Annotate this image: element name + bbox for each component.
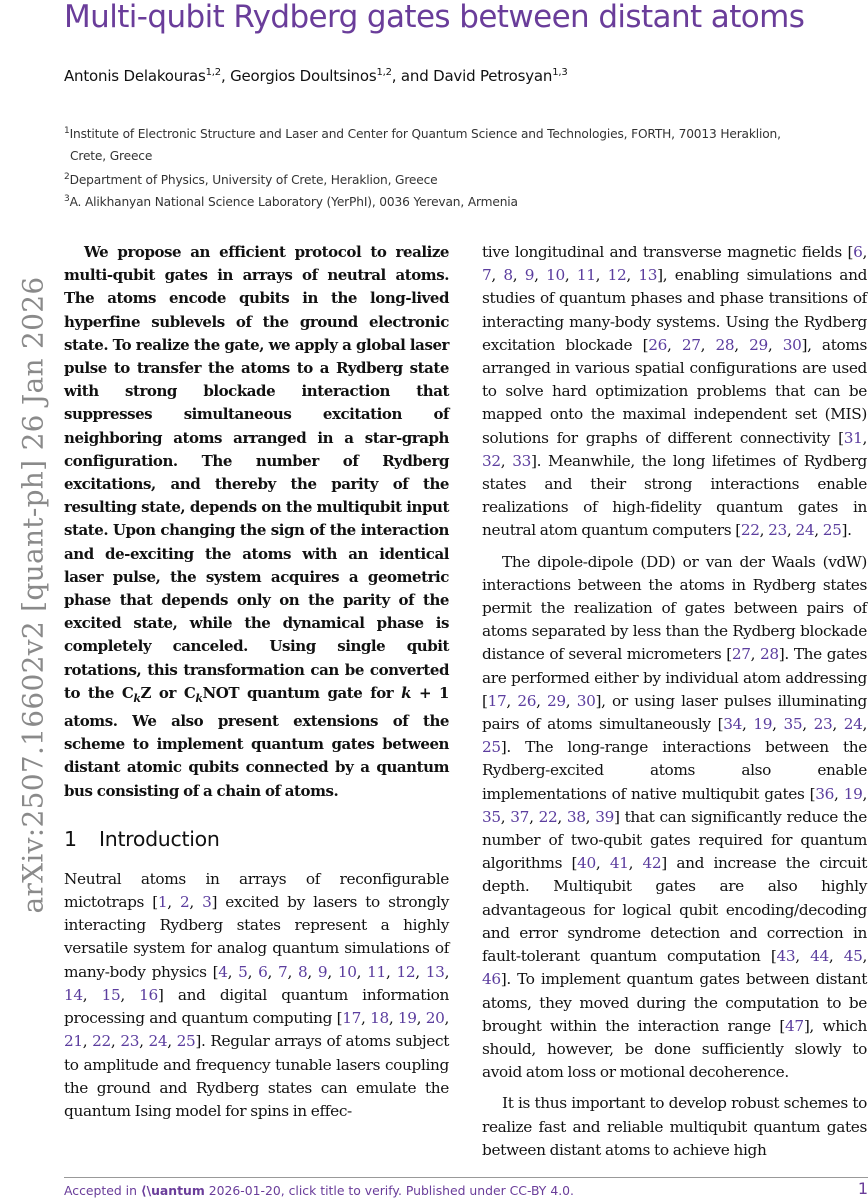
citation-link[interactable]: 29 xyxy=(749,335,768,354)
citation-link[interactable]: 24 xyxy=(795,521,815,540)
citation-link[interactable]: 35 xyxy=(482,807,501,826)
affiliation-2: $^2$Department of Physics, University of Crete, Heraklion, Greece xyxy=(64,172,438,187)
intro-paragraph-3: It is thus important to develop robust schemes to realize fast and reliable multiqubit quantum gates between distant atoms to achieve high xyxy=(482,1094,867,1159)
citation-link[interactable]: 22 xyxy=(740,521,760,540)
citation-link[interactable]: 29 xyxy=(547,691,566,710)
page-number: 1 xyxy=(857,1179,868,1198)
citation-link[interactable]: 42 xyxy=(642,854,662,873)
abstract-text: We propose an efficient protocol to realize multi-qubit gates in arrays of neutral atoms. The atoms encode qubits in the long-lived hyperfine sublevels of the ground electronic state. To realize the gate, we apply a global laser pulse to transfer the atoms to a Rydberg state with strong blockade interaction that suppresses simultaneous excitation of neighboring atoms arranged in a star-graph configuration. The number of Rydberg excitations, and thereby the parity of the resulting state, depends on the multiqubit input state. Upon changing the sign of the interaction and de-exciting the atoms with an identical laser pulse, the system acquires a geometric phase that depends only on the parity of the excited state, while the dynamical phase is completely canceled. Using single qubit rotations, this transformation can be converted to the $C_kZ$ or $C_kNOT$ quantum gate for k + 1 atoms. We also present extensions of the scheme to implement quantum gates between distant atomic qubits connected by a quantum bus consisting of a chain of atoms. xyxy=(64,243,449,800)
citation-link[interactable]: 2 xyxy=(179,893,190,912)
citation-link[interactable]: 12 xyxy=(396,962,416,981)
citation-link[interactable]: 7 xyxy=(482,266,492,285)
citation-link[interactable]: 8 xyxy=(503,266,513,285)
author-list xyxy=(64,66,854,86)
abstract xyxy=(64,241,449,803)
left-column xyxy=(64,241,449,1123)
citation-link[interactable]: 45 xyxy=(843,947,863,966)
citation-link[interactable]: 26 xyxy=(648,335,667,354)
citation-link[interactable]: 25 xyxy=(176,1032,196,1051)
citation-link[interactable]: 31 xyxy=(843,428,863,447)
citation-link[interactable]: 19 xyxy=(753,715,773,734)
citation-link[interactable]: 46 xyxy=(482,970,501,989)
author-1: Antonis Delakouras$^{1,2}$, xyxy=(64,67,231,85)
citation-link[interactable]: 3 xyxy=(202,893,212,912)
citation-link[interactable]: 15 xyxy=(101,985,121,1004)
arxiv-stamp: arXiv:2507.16602v2 [quant-ph] 26 Jan 2026 xyxy=(16,276,50,914)
citation-link[interactable]: 19 xyxy=(397,1009,417,1028)
citation-link[interactable]: 36 xyxy=(815,784,835,803)
citation-link[interactable]: 19 xyxy=(843,784,863,803)
citation-link[interactable]: 9 xyxy=(317,962,328,981)
citation-link[interactable]: 24 xyxy=(148,1032,168,1051)
paper-title[interactable]: Multi-qubit Rydberg gates between distant atoms xyxy=(64,0,805,35)
citation-link[interactable]: 25 xyxy=(482,738,501,757)
citation-link[interactable]: 43 xyxy=(776,947,796,966)
citation-link[interactable]: 13 xyxy=(425,962,445,981)
intro-paragraph-1: Neutral atoms in arrays of reconfigurable mictotraps [1, 2, 3] excited by lasers to strongly interacting Rydberg states represent a highly versatile system for analog quantum simulations of many-body physics [4, 5, 6, 7, 8, 9, 10, 11, 12, 13, 14, 15, 16] and digital quantum information processing and quantum computing [17, 18, 19, 20, 21, 22, 23, 24, 25]. Regular arrays of atoms subject to amplitude and frequency tunable lasers coupling the ground and Rydberg states can emulate the quantum Ising model for spins in effec- xyxy=(64,869,450,1120)
citation-link[interactable]: 7 xyxy=(278,962,288,981)
right-column xyxy=(482,241,867,1162)
citation-link[interactable]: 28 xyxy=(760,645,779,664)
citation-link[interactable]: 10 xyxy=(337,962,357,981)
citation-link[interactable]: 47 xyxy=(785,1016,804,1035)
citation-link[interactable]: 27 xyxy=(731,645,751,664)
intro-paragraph-2: The dipole-dipole (DD) or van der Waals (vdW) interactions between the atoms in Rydberg states permit the realization of gates between pairs of atoms separated by less than the Rydberg blockade distance of several micrometers [27, 28]. The gates are performed either by individual atom addressing [17, 26, 29, 30], or using laser pulses illuminating pairs of atoms simultaneously [34, 19, 35, 23, 24, 25]. The long-range interactions between the Rydberg-excited atoms also enable implementations of native multiqubit gates [36, 19, 35, 37, 22, 38, 39] that can significantly reduce the number of two-qubit gates required for quantum algorithms [40, 41, 42] and increase the circuit depth. Multiqubit gates are also highly advantageous for logical qubit encoding/decoding and error syndrome detection and correction in fault-tolerant quantum computation [43, 44, 45, 46]. To implement quantum gates between distant atoms, they moved during the computation to be brought within the interaction range [47], which should, however, be done sufficiently slowly to avoid atom loss or motional decoherence. xyxy=(482,552,868,1082)
citation-link[interactable]: 12 xyxy=(607,266,627,285)
citation-link[interactable]: 13 xyxy=(638,266,658,285)
citation-link[interactable]: 8 xyxy=(297,962,308,981)
citation-link[interactable]: 20 xyxy=(425,1009,445,1028)
citation-link[interactable]: 11 xyxy=(576,266,596,285)
citation-link[interactable]: 21 xyxy=(64,1032,83,1051)
footer-rule xyxy=(64,1177,868,1178)
citation-link[interactable]: 22 xyxy=(538,807,558,826)
quantum-logo[interactable]: ⟨\uantum xyxy=(140,1183,205,1198)
citation-link[interactable]: 27 xyxy=(681,335,701,354)
citation-link[interactable]: 41 xyxy=(609,854,629,873)
citation-link[interactable]: 44 xyxy=(810,947,829,966)
intro-paragraph-1-cont: tive longitudinal and transverse magnetic fields [6, 7, 8, 9, 10, 11, 12, 13], enabling simulations and studies of quantum phases and phase transitions of interacting many-body systems. Using the Rydberg excitation blockade [26, 27, 28, 29, 30], atoms arranged in various spatial configurations are used to solve hard optimization problems that can be mapped onto the maximal independent set (MIS) solutions for graphs of different connectivity [31, 32, 33]. Meanwhile, the long lifetimes of Rydberg states and their strong interactions enable realizations of high-fidelity quantum gates in neutral atom quantum computers [22, 23, 24, 25]. xyxy=(482,243,868,540)
citation-link[interactable]: 24 xyxy=(843,715,863,734)
citation-link[interactable]: 35 xyxy=(783,715,803,734)
citation-link[interactable]: 22 xyxy=(92,1032,111,1051)
citation-link[interactable]: 37 xyxy=(510,807,530,826)
citation-link[interactable]: 30 xyxy=(782,335,802,354)
citation-link[interactable]: 28 xyxy=(715,335,735,354)
affiliation-1: $^1$Institute of Electronic Structure and Laser and Center for Quantum Science and Technologies, FORTH, 70013 Heraklion, Crete, Greece xyxy=(64,126,781,163)
citation-link[interactable]: 17 xyxy=(342,1009,362,1028)
citation-link[interactable]: 17 xyxy=(487,691,507,710)
author-3: David Petrosyan$^{1,3}$ xyxy=(433,67,568,85)
footer-accepted: Accepted in xyxy=(64,1183,141,1198)
citation-link[interactable]: 16 xyxy=(139,985,158,1004)
citation-link[interactable]: 30 xyxy=(576,691,596,710)
citation-link[interactable]: 10 xyxy=(546,266,565,285)
citation-link[interactable]: 4 xyxy=(218,962,228,981)
citation-link[interactable]: 23 xyxy=(120,1032,140,1051)
citation-link[interactable]: 26 xyxy=(517,691,537,710)
citation-link[interactable]: 32 xyxy=(482,451,501,470)
citation-link[interactable]: 6 xyxy=(258,962,268,981)
citation-link[interactable]: 5 xyxy=(238,962,248,981)
author-2: Georgios Doultsinos$^{1,2}$, and xyxy=(230,67,434,85)
affiliation-3: $^3$A. Alikhanyan National Science Laboratory (YerPhI), 0036 Yerevan, Armenia xyxy=(64,194,518,209)
citation-link[interactable]: 25 xyxy=(822,521,842,540)
citation-link[interactable]: 6 xyxy=(853,243,863,261)
citation-link[interactable]: 14 xyxy=(64,985,83,1004)
citation-link[interactable]: 18 xyxy=(370,1009,389,1028)
citation-link[interactable]: 9 xyxy=(524,266,535,285)
citation-link[interactable]: 34 xyxy=(723,715,742,734)
section-heading-introduction: 1 Introduction xyxy=(64,826,220,851)
citation-link[interactable]: 38 xyxy=(566,807,586,826)
citation-link[interactable]: 40 xyxy=(577,854,596,873)
citation-link[interactable]: 33 xyxy=(512,451,531,470)
citation-link[interactable]: 11 xyxy=(367,962,386,981)
citation-link[interactable]: 23 xyxy=(768,521,787,540)
footer xyxy=(64,1179,868,1200)
footer-verify-link[interactable]: 2026-01-20, click title to verify. Published under CC-BY 4.0. xyxy=(204,1183,574,1198)
citation-link[interactable]: 39 xyxy=(595,807,614,826)
citation-link[interactable]: 1 xyxy=(157,893,168,912)
citation-link[interactable]: 23 xyxy=(813,715,833,734)
